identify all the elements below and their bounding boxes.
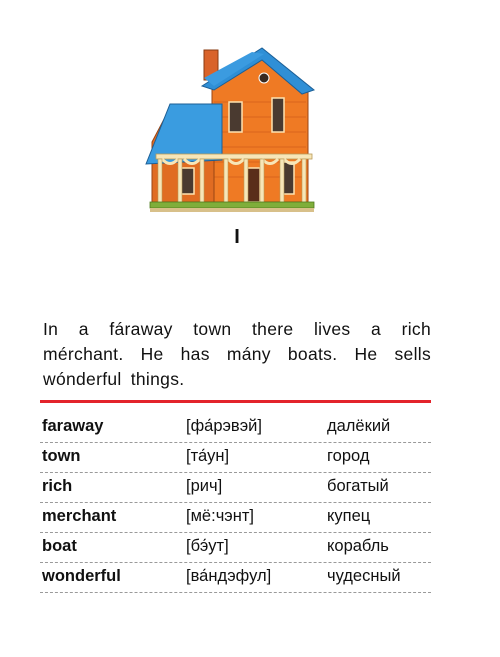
vocab-transcription: [та́ун]	[186, 447, 230, 465]
vocab-word: faraway	[42, 417, 104, 435]
vocab-translation: купец	[327, 507, 371, 525]
vocab-word: town	[42, 447, 81, 465]
house-illustration	[142, 42, 322, 220]
vocab-translation: корабль	[327, 537, 389, 555]
vocab-row	[40, 474, 431, 503]
vocab-transcription: [ва́ндэфул]	[186, 567, 272, 585]
vocab-transcription: [мё:чэнт]	[186, 507, 254, 525]
vocab-translation: чудесный	[327, 567, 401, 585]
vocab-translation: богатый	[327, 477, 389, 495]
vocab-word: rich	[42, 477, 73, 495]
vocab-transcription: [фа́рэвэй]	[186, 417, 262, 435]
story-paragraph: In a fáraway town there lives a rich mérchant. He has mány boats. He sells wónderful things.	[43, 318, 431, 389]
red-divider	[40, 400, 431, 403]
vocab-translation: город	[327, 447, 370, 465]
vocab-transcription: [рич]	[186, 477, 223, 495]
vocab-row	[40, 414, 431, 443]
vocabulary-table	[40, 414, 431, 594]
vocab-word: wonderful	[42, 567, 121, 585]
vocab-translation: далёкий	[327, 417, 391, 435]
vocab-word: merchant	[42, 507, 117, 525]
vocab-transcription: [бэ́ут]	[186, 537, 229, 555]
vocab-row	[40, 444, 431, 473]
vocab-row	[40, 504, 431, 533]
vocab-row	[40, 534, 431, 563]
chapter-number: I	[234, 226, 240, 248]
vocab-row	[40, 564, 431, 593]
vocab-word: boat	[42, 537, 77, 555]
